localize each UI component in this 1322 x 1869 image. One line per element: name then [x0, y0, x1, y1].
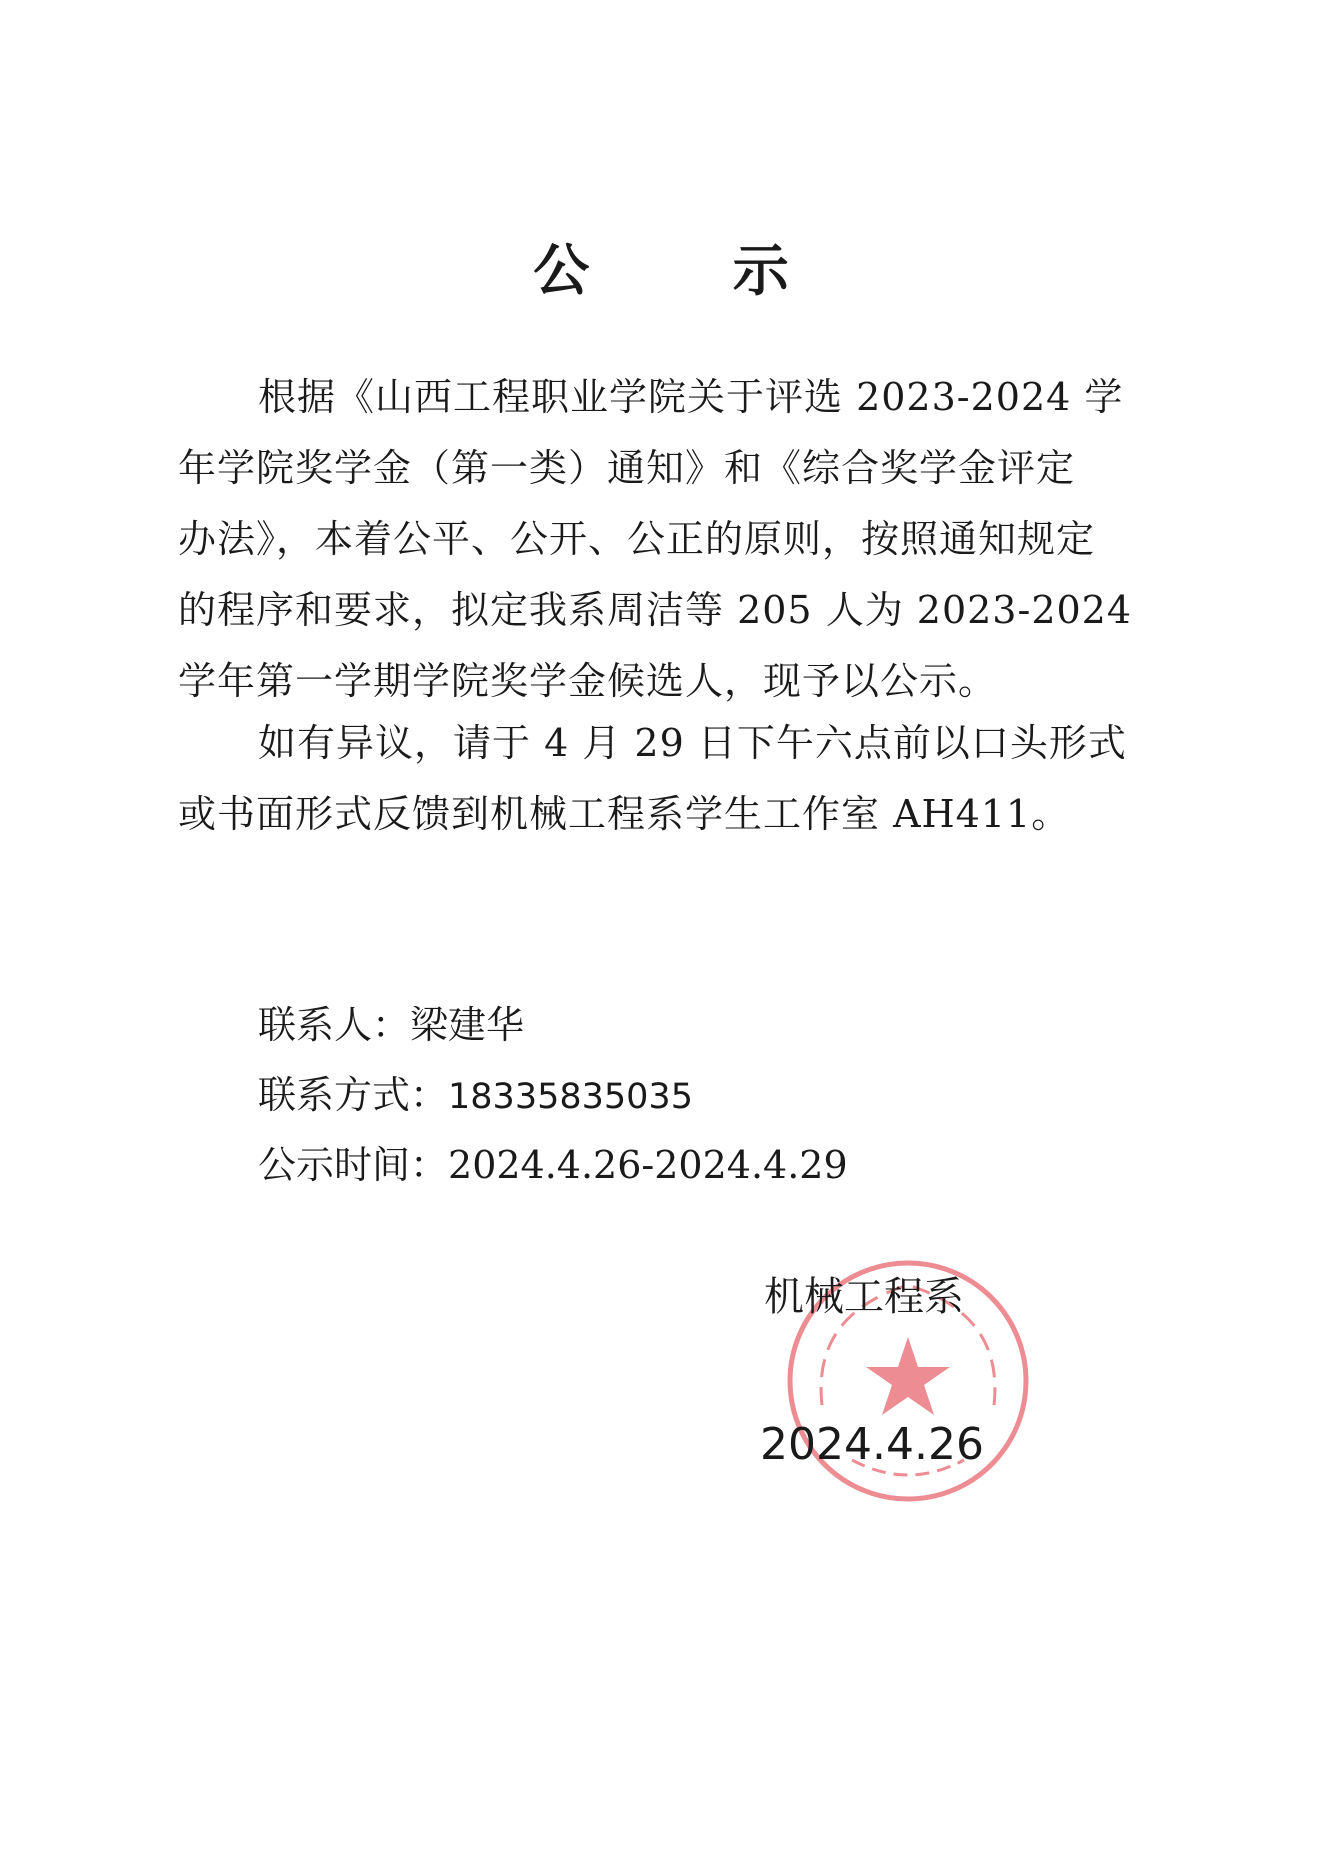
paragraph-2-line: 或书面形式反馈到机械工程系学生工作室 AH411。 — [178, 792, 1071, 836]
paragraph-1-line: 学年第一学期学院奖学金候选人，现予以公示。 — [178, 659, 998, 703]
seal-star-icon — [866, 1337, 950, 1415]
contact-phone — [258, 1060, 693, 1132]
paragraph-1-line: 年学院奖学金（第一类）通知》和《综合奖学金评定 — [178, 446, 1076, 490]
notice-paragraph-2 — [178, 708, 1127, 850]
notice-paragraph-1 — [178, 362, 1133, 717]
contact-phone-value: 18335835035 — [448, 1077, 693, 1117]
signature-department: 机械工程系 — [764, 1274, 964, 1320]
notice-period — [258, 1130, 848, 1200]
notice-period-value: 2024.4.26-2024.4.29 — [448, 1143, 848, 1187]
paragraph-1-line: 办法》，本着公平、公开、公正的原则，按照通知规定 — [178, 517, 1096, 561]
signature-date: 2024.4.26 — [760, 1419, 984, 1470]
notice-title: 公 示 — [533, 238, 851, 304]
contact-phone-label: 联系方式： — [258, 1073, 449, 1117]
contact-person-name: 梁建华 — [410, 1003, 525, 1047]
notice-period-label: 公示时间： — [258, 1143, 449, 1187]
contact-person — [258, 990, 524, 1060]
paragraph-1-line: 的程序和要求，拟定我系周洁等 205 人为 2023-2024 — [178, 588, 1133, 632]
contact-person-label: 联系人： — [258, 1003, 411, 1047]
paragraph-2-line: 如有异议，请于 4 月 29 日下午六点前以口头形式 — [258, 721, 1127, 765]
paragraph-1-line: 根据《山西工程职业学院关于评选 2023-2024 学 — [258, 375, 1124, 419]
